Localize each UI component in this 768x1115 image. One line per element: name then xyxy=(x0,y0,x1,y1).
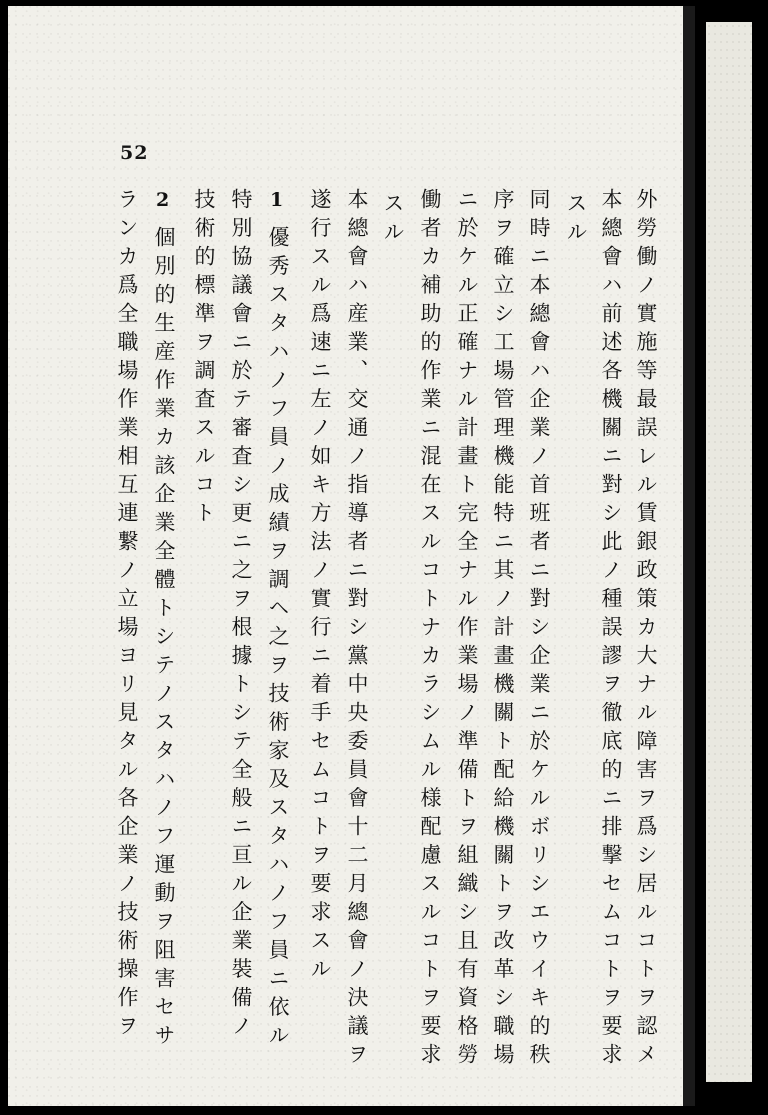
text-column-14: 個別的生産作業カ該企業全體トシテノスタハノフ運動ヲ阻害セサ xyxy=(152,226,176,1053)
text-column-2: 本總會ハ前述各機關ニ對シ此ノ種誤謬ヲ徹底的ニ排撃セムコトヲ要求 xyxy=(599,188,623,1072)
text-column-6: ニ於ケル正確ナル計畫ト完全ナル作業場ノ準備トヲ組織シ且有資格勞 xyxy=(455,188,479,1072)
text-column-9: 本總會ハ産業、交通ノ指導者ニ對シ黨中央委員會十二月總會ノ決議ヲ xyxy=(345,188,369,1072)
item-number-1: 1 xyxy=(270,189,284,211)
text-column-12: 特別協議會ニ於テ審査シ更ニ之ヲ根據トシテ全般ニ亘ル企業裝備ノ xyxy=(229,188,253,1043)
text-column-13: 技術的標準ヲ調査スルコト xyxy=(192,188,216,530)
text-column-8: スル xyxy=(381,192,405,249)
page-number: 52 xyxy=(120,142,149,164)
text-column-4: 同時ニ本總會ハ企業ノ首班者ニ對シ企業ニ於ケルボリシエウイキ的秩 xyxy=(527,188,551,1072)
text-column-5: 序ヲ確立シ工場管理機能特ニ其ノ計畫機關ト配給機關トヲ改革シ職場 xyxy=(491,188,515,1072)
text-column-15: ランカ爲全職場作業相互連繋ノ立場ヨリ見タル各企業ノ技術操作ヲ xyxy=(115,188,139,1043)
text-column-10: 遂行スル爲速ニ左ノ如キ方法ノ實行ニ着手セムコトヲ要求スル xyxy=(308,188,332,986)
page-gutter-shadow xyxy=(683,6,695,1106)
facing-page-edge xyxy=(706,22,752,1082)
item-number-2: 2 xyxy=(156,189,170,211)
text-column-3: スル xyxy=(564,192,588,249)
page-divider xyxy=(696,14,706,1094)
text-column-1: 外勞働ノ實施等最誤レル賃銀政策カ大ナル障害ヲ爲シ居ルコトヲ認メ xyxy=(634,188,658,1072)
text-column-11: 優秀スタハノフ員ノ成績ヲ調ヘ之ヲ技術家及スタハノフ員ニ依ル xyxy=(266,226,290,1053)
book-page xyxy=(8,6,683,1106)
text-column-7: 働者カ補助的作業ニ混在スルコトナカラシムル様配慮スルコトヲ要求 xyxy=(418,188,442,1072)
